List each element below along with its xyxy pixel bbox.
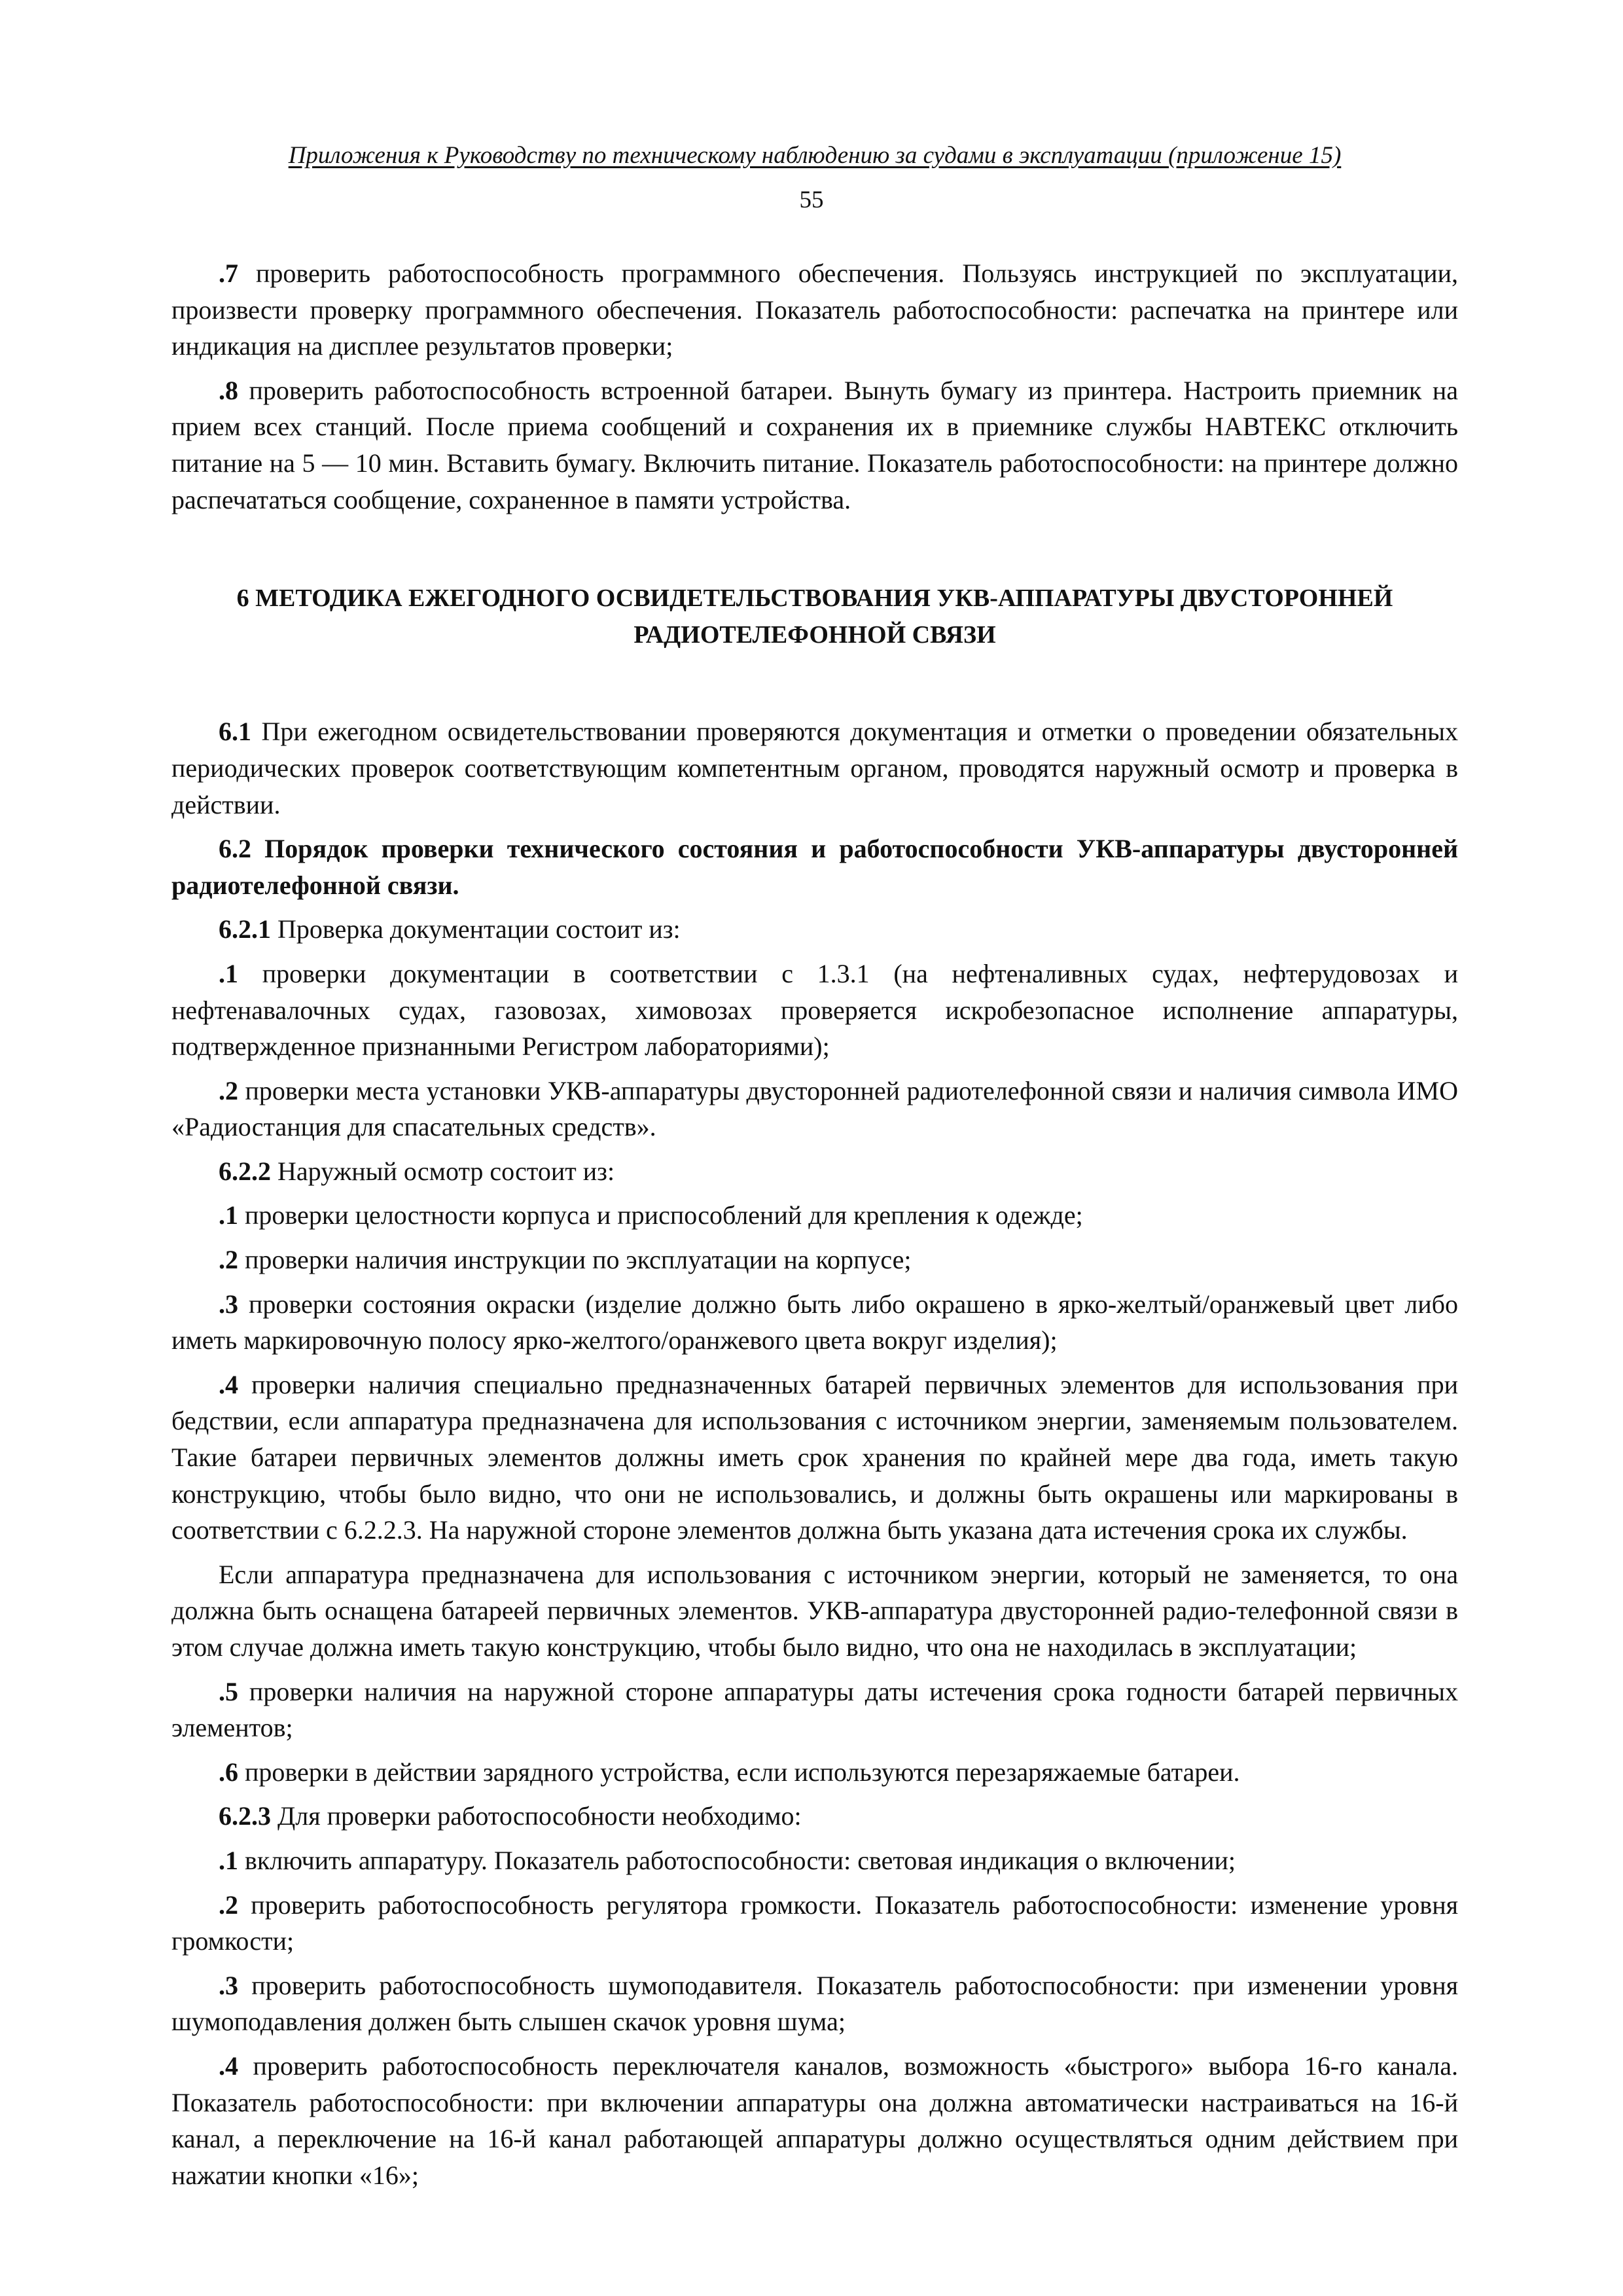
paragraph: .1 проверки целостности корпуса и приспособлений для крепления к одежде; — [219, 1200, 1083, 1230]
item-number: .2 — [219, 1890, 238, 1920]
paragraph: 6.1 При ежегодном освидетельствовании проверяются документация и отметки о проведении обязательных периодических проверок соответствующим компетентным органом, проводятся наружный осмотр и проверка в действии. — [171, 717, 1458, 819]
paragraph: .3 проверить работоспособность шумоподавителя. Показатель работоспособности: при изменении уровня шумоподавления должен быть слышен скачок уровня шума; — [171, 1970, 1458, 2037]
item-number: 6.1 — [219, 717, 251, 747]
paragraph: .2 проверки наличия инструкции по эксплуатации на корпусе; — [219, 1245, 912, 1275]
item-number: .8 — [219, 375, 238, 405]
item-number: .1 — [219, 1845, 238, 1875]
item-number: 6.2.2 — [219, 1156, 271, 1186]
paragraph: .4 проверки наличия специально предназначенных батарей первичных элементов для использования при бедствии, если аппаратура предназначена для использования с источником энергии, заменяемым пользователем. Такие батареи первичных элементов должны иметь срок хранения по крайней мере два года, иметь такую конструкцию, чтобы было видно, что они не использовались, и должны быть окрашены или маркированы в соответствии с 6.2.2.3. На наружной стороне элементов должна быть указана дата истечения срока их службы. — [171, 1369, 1458, 1545]
item-number: .2 — [219, 1245, 238, 1275]
paragraph: .1 включить аппаратуру. Показатель работоспособности: световая индикация о включении; — [219, 1845, 1236, 1875]
item-number: 6.2.1 — [219, 914, 271, 944]
paragraph: .2 проверки места установки УКВ-аппаратуры двусторонней радиотелефонной связи и наличия символа ИМО «Радиостанция для спасательных средств». — [171, 1075, 1458, 1142]
item-number: .5 — [219, 1676, 238, 1706]
item-number: .3 — [219, 1970, 238, 2000]
paragraph: .5 проверки наличия на наружной стороне аппаратуры даты истечения срока годности батарей первичных элементов; — [171, 1676, 1458, 1743]
item-number: .4 — [219, 1369, 238, 1399]
paragraph: 6.2.1 Проверка документации состоит из: — [219, 914, 681, 944]
subsection-heading: 6.2 Порядок проверки технического состояния и работоспособности УКВ-аппаратуры двусторонней радиотелефонной связи. — [171, 834, 1458, 900]
paragraph: .6 проверки в действии зарядного устройства, если используются перезаряжаемые батареи. — [219, 1757, 1240, 1787]
running-header: Приложения к Руководству по техническому наблюдению за судами в эксплуатации (приложение 15) — [288, 142, 1342, 169]
item-number: .7 — [219, 259, 238, 288]
section-heading: 6 МЕТОДИКА ЕЖЕГОДНОГО ОСВИДЕТЕЛЬСТВОВАНИЯ УКВ-АППАРАТУРЫ ДВУСТОРОННЕЙ РАДИОТЕЛЕФОННОЙ СВЯЗИ — [236, 584, 1393, 649]
paragraph: Если аппаратура предназначена для использования с источником энергии, который не заменяется, то она должна быть оснащена батареей первичных элементов. УКВ-аппаратура двусторонней радио-телефонной связи в этом случае должна иметь такую конструкцию, чтобы было видно, что она не находилась в эксплуатации; — [171, 1559, 1458, 1662]
item-number: .6 — [219, 1757, 238, 1787]
document-body — [171, 255, 1458, 2193]
paragraph: 6.2.3 Для проверки работоспособности необходимо: — [219, 1801, 802, 1831]
item-number: .1 — [219, 1200, 238, 1230]
paragraph: .2 проверить работоспособность регулятора громкости. Показатель работоспособности: изменение уровня громкости; — [171, 1890, 1458, 1956]
item-number: 6.2.3 — [219, 1801, 271, 1831]
paragraph: .8 проверить работоспособность встроенной батареи. Вынуть бумагу из принтера. Настроить приемник на прием всех станций. После приема сообщений и сохранения их в приемнике службы НАВТЕКС отключить питание на 5 — 10 мин. Вставить бумагу. Включить питание. Показатель работоспособности: на принтере должно распечататься сообщение, сохраненное в памяти устройства. — [171, 375, 1458, 514]
paragraph: .4 проверить работоспособность переключателя каналов, возможность «быстрого» выбора 16-го канала. Показатель работоспособности: при включении аппаратуры она должна автоматически настраиваться на 16-й канал, а переключение на 16-й канал работающей аппаратуры должно осуществляться одним действием при нажатии кнопки «16»; — [171, 2051, 1458, 2190]
item-number: .1 — [219, 958, 238, 988]
page-number: 55 — [799, 187, 824, 213]
item-number: .4 — [219, 2051, 238, 2081]
item-number: .2 — [219, 1075, 238, 1105]
item-number: .3 — [219, 1289, 238, 1319]
paragraph: .3 проверки состояния окраски (изделие должно быть либо окрашено в ярко-желтый/оранжевый цвет либо иметь маркировочную полосу ярко-желтого/оранжевого цвета вокруг изделия); — [171, 1289, 1458, 1355]
paragraph: .1 проверки документации в соответствии с 1.3.1 (на нефтеналивных судах, нефтерудовозах и нефтенавалочных судах, газовозах, химовозах проверяется искробезопасное исполнение аппаратуры, подтвержденное признанными Регистром лабораториями); — [171, 958, 1458, 1062]
paragraph: .7 проверить работоспособность программного обеспечения. Пользуясь инструкцией по эксплуатации, произвести проверку программного обеспечения. Показатель работоспособности: распечатка на принтере или индикация на дисплее результатов проверки; — [171, 259, 1458, 361]
paragraph: 6.2.2 Наружный осмотр состоит из: — [219, 1156, 615, 1186]
